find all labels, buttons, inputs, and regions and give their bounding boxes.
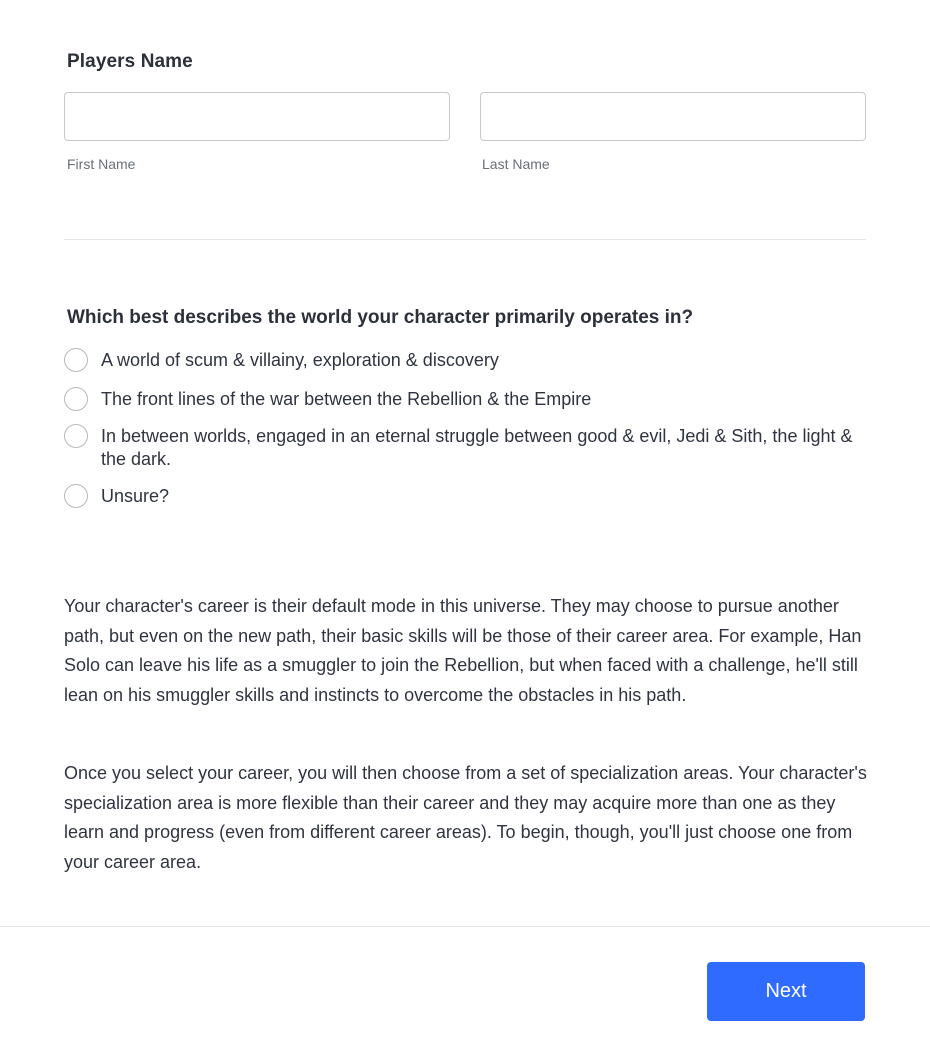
radio-button[interactable] [64, 424, 88, 448]
radio-option-label: The front lines of the war between the Rebellion & the Empire [101, 389, 592, 409]
next-button[interactable]: Next [707, 962, 865, 1021]
career-description-paragraph: Your character's career is their default mode in this universe. They may choose to pursue another path, but even on the new path, their basic skills will be those of their career area. For example, Han Solo can leave his life as a smuggler to join the Rebellion, but when faced with a challenge, he'll still lean on his smuggler skills and instincts to overcome the obstacles in his path. [64, 596, 862, 706]
players-name-label: Players Name [67, 51, 193, 72]
radio-button[interactable] [64, 387, 88, 411]
first-name-input[interactable] [64, 92, 450, 141]
specialization-description-paragraph: Once you select your career, you will then choose from a set of specialization areas. Your character's specialization area is more flexible than their career and they may acquire more than one as they learn and progress (even from different career areas). To begin, though, you'll just choose one from your career area. [64, 763, 867, 873]
section-divider [64, 239, 866, 240]
world-option-between-worlds[interactable] [64, 425, 854, 471]
radio-option-label: Unsure? [101, 486, 170, 506]
world-option-unsure[interactable] [64, 485, 854, 508]
footer-divider [0, 926, 930, 927]
radio-button[interactable] [64, 348, 88, 372]
last-name-sublabel: Last Name [482, 156, 550, 172]
first-name-sublabel: First Name [67, 156, 136, 172]
radio-option-label: In between worlds, engaged in an eternal struggle between good & evil, Jedi & Sith, the light & the dark. [101, 426, 853, 469]
world-question-label: Which best describes the world your character primarily operates in? [67, 307, 694, 328]
last-name-input[interactable] [480, 92, 866, 141]
radio-button[interactable] [64, 484, 88, 508]
world-option-scum-villainy[interactable] [64, 349, 854, 372]
world-option-front-lines[interactable] [64, 388, 854, 411]
radio-option-label: A world of scum & villainy, exploration & discovery [101, 350, 499, 370]
